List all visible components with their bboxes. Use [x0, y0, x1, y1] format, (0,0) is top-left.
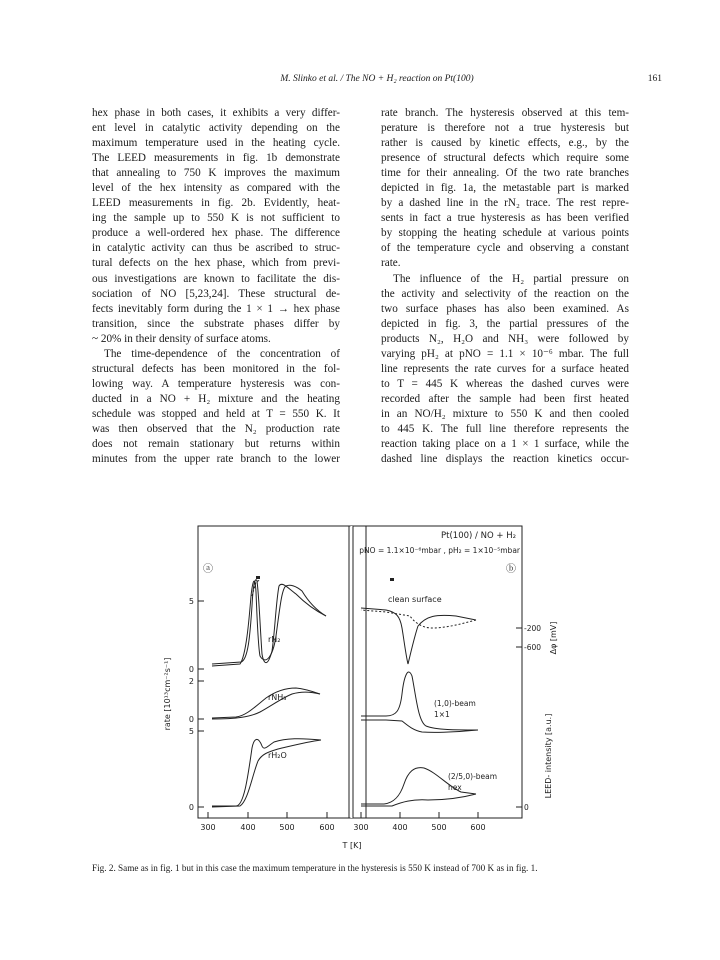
ytick-5b: 5	[188, 727, 194, 736]
text-line: rather is caused by kinetic effects, e.g., by the	[381, 137, 629, 150]
text-line: depicted in fig. 1a, the metastable part is marked	[381, 182, 629, 195]
ytick-5a: 5	[188, 597, 194, 606]
running-title: M. Slinko et al. / The NO + H₂ reaction on Pt(100)	[280, 74, 474, 84]
text-line: in an NO/H₂ mixture to 550 K and then cooled	[381, 407, 629, 420]
text-line: The LEED measurements in fig. 1b demonstrate	[92, 152, 340, 165]
panel-a-curves	[212, 576, 326, 807]
text-line: sents in fact a true hysteresis as has been verified	[381, 212, 629, 225]
text-line: line represents the rate curves for a surface heated	[381, 362, 629, 375]
left-ylabel: rate [10¹³cm⁻²s⁻¹]	[163, 657, 172, 731]
xtick-b-500: 500	[431, 823, 447, 832]
marker-a	[256, 576, 260, 579]
xtick-b-400: 400	[392, 823, 408, 832]
text-line: produce a well-ordered hex phase. The difference	[92, 227, 340, 240]
text-line: by a dashed line in the rN₂ trace. The rest repre-	[381, 197, 629, 210]
text-line: hex phase in both cases, it exhibits a very differ-	[92, 107, 340, 119]
text-line: LEED measurements in fig. 2b. Evidently, heat-	[92, 197, 340, 210]
label-rH2O: rH₂O	[268, 751, 287, 760]
left-text-column	[92, 106, 340, 467]
text-line: that annealing to 750 K improves the maximum	[92, 167, 340, 180]
text-line: to T = 445 K whereas the dashed curves were	[381, 377, 629, 390]
dphi-heating	[361, 608, 476, 664]
text-line: two surface phases has also been examined. As	[381, 302, 629, 315]
text-line: ducted in a NO + H₂ mixture and the heating	[92, 392, 340, 405]
xtick-b-300: 300	[353, 823, 369, 832]
x-ticks	[208, 812, 478, 818]
text-line: schedule was stopped and held at T = 550 K. It	[92, 407, 340, 420]
text-line: maximum temperature used in the heating cycle.	[92, 137, 340, 150]
x-axis-label: T [K]	[342, 841, 362, 850]
text-line: ~ 20% in their density of surface atoms.	[92, 332, 271, 345]
text-line: minutes from the upper rate branch to the lower	[92, 453, 340, 466]
beam10-cooling	[361, 720, 478, 732]
figure-2	[156, 516, 566, 856]
text-line: rate branch. The hysteresis observed at this tem-	[381, 107, 629, 119]
text-line: by stopping the heating schedule at various points	[381, 227, 629, 240]
ytick-0b: 0	[188, 715, 194, 724]
text-line: products N₂, H₂O and NH₃ were followed by	[381, 332, 629, 345]
figure-title: Pt(100) / NO + H₂	[441, 531, 516, 541]
text-line: The influence of the H₂ partial pressure on	[393, 272, 629, 285]
text-line: the activity and selectivity of the reaction on the	[381, 287, 629, 300]
right-text-column	[381, 106, 629, 467]
text-line: The time-dependence of the concentration of	[104, 347, 340, 360]
text-line: was then observed that the N₂ production rate	[92, 422, 340, 435]
marker-b	[390, 578, 394, 581]
right-ylabel-bottom: LEED- intensity [a.u.]	[544, 713, 553, 799]
label-beamhex: (2/5,0)-beam	[448, 772, 498, 781]
panel-b-label: ⓑ	[506, 564, 516, 575]
ytick-0c: 0	[188, 803, 194, 812]
right-ylabel-top: Δφ [mV]	[549, 621, 558, 655]
text-line: varying pH₂ at pNO = 1.1 × 10⁻⁶ mbar. The full	[381, 347, 629, 360]
text-line: level of the hex intensity as compared with the	[92, 182, 340, 195]
xtick-a-300: 300	[200, 823, 216, 832]
rN2-heating	[212, 580, 326, 664]
text-line: perature is therefore not a true hysteresis but	[381, 122, 629, 135]
text-line: tural defects on the hex phase, which from previ-	[92, 257, 340, 270]
rH2O-cooling	[212, 740, 321, 807]
figure-caption: Fig. 2. Same as in fig. 1 but in this case the maximum temperature in the hysteresis is 550 K instead of 700 K as in fig. 1.	[92, 863, 538, 873]
text-line: ent level in catalytic activity depending on the	[92, 122, 340, 135]
rNH3-cooling	[212, 692, 320, 719]
text-line: recorded after the sample had been first heated	[381, 392, 629, 405]
text-line: presence of structural defects which require some	[381, 152, 629, 165]
label-rNH3: rNH₃	[268, 693, 287, 702]
text-line: does not remain stationary but returns within	[92, 438, 340, 451]
text-line: in catalytic activity can thus be ascribed to struc-	[92, 242, 340, 255]
rtick-200: -200	[524, 624, 542, 633]
page-number: 161	[647, 74, 662, 84]
xtick-b-600: 600	[470, 823, 486, 832]
text-line: ous investigations are known to facilitate the dis-	[92, 272, 340, 285]
text-line: to 445 K. The full line therefore represents the	[381, 422, 629, 435]
text-line: rate.	[381, 257, 401, 270]
text-line: lowing way. A temperature hysteresis was con-	[92, 377, 340, 390]
xtick-a-600: 600	[319, 823, 335, 832]
text-line: time for their annealing. Of the two rate branches	[381, 167, 629, 180]
label-beam10: (1,0)-beam	[434, 699, 476, 708]
panel-a-frame	[198, 526, 366, 818]
label-beam10-sub: 1×1	[434, 710, 450, 719]
rH2O-heating	[212, 739, 321, 806]
label-rN2: rN₂	[268, 635, 281, 644]
ytick-0a: 0	[188, 665, 194, 674]
text-line: structural defects has been monitored in the fol-	[92, 362, 340, 375]
figure-conditions: pNO = 1.1×10⁻⁶mbar , pH₂ = 1×10⁻⁵mbar	[359, 546, 520, 555]
text-line: of the temperature cycle and observing a constant	[381, 242, 629, 255]
text-line: sociation of NO [5,23,24]. These structural de-	[92, 287, 340, 300]
rtick-0: 0	[524, 803, 529, 812]
label-clean: clean surface	[388, 595, 442, 604]
text-line: transition, since the substrate phases differ by	[92, 317, 340, 330]
text-line: fects inevitably form during the 1 × 1 → hex phase	[92, 302, 340, 315]
panel-a-label: ⓐ	[203, 564, 213, 575]
right-y-ticks	[516, 628, 522, 807]
text-line: ing the sample up to 550 K is not sufficient to	[92, 212, 340, 225]
running-header	[92, 74, 662, 90]
text-line: dashed line displays the reaction kinetics occur-	[381, 453, 629, 466]
xtick-a-500: 500	[279, 823, 295, 832]
left-y-ticks	[198, 601, 204, 807]
rtick-600: -600	[524, 643, 542, 652]
ytick-2: 2	[188, 677, 194, 686]
text-line: depicted in fig. 3, the partial pressures of the	[381, 317, 629, 330]
label-beamhex-sub: hex	[448, 783, 462, 792]
text-line: reaction taking place on a 1 × 1 surface, while the	[381, 438, 629, 451]
xtick-a-400: 400	[240, 823, 256, 832]
rN2-cooling	[212, 581, 326, 666]
